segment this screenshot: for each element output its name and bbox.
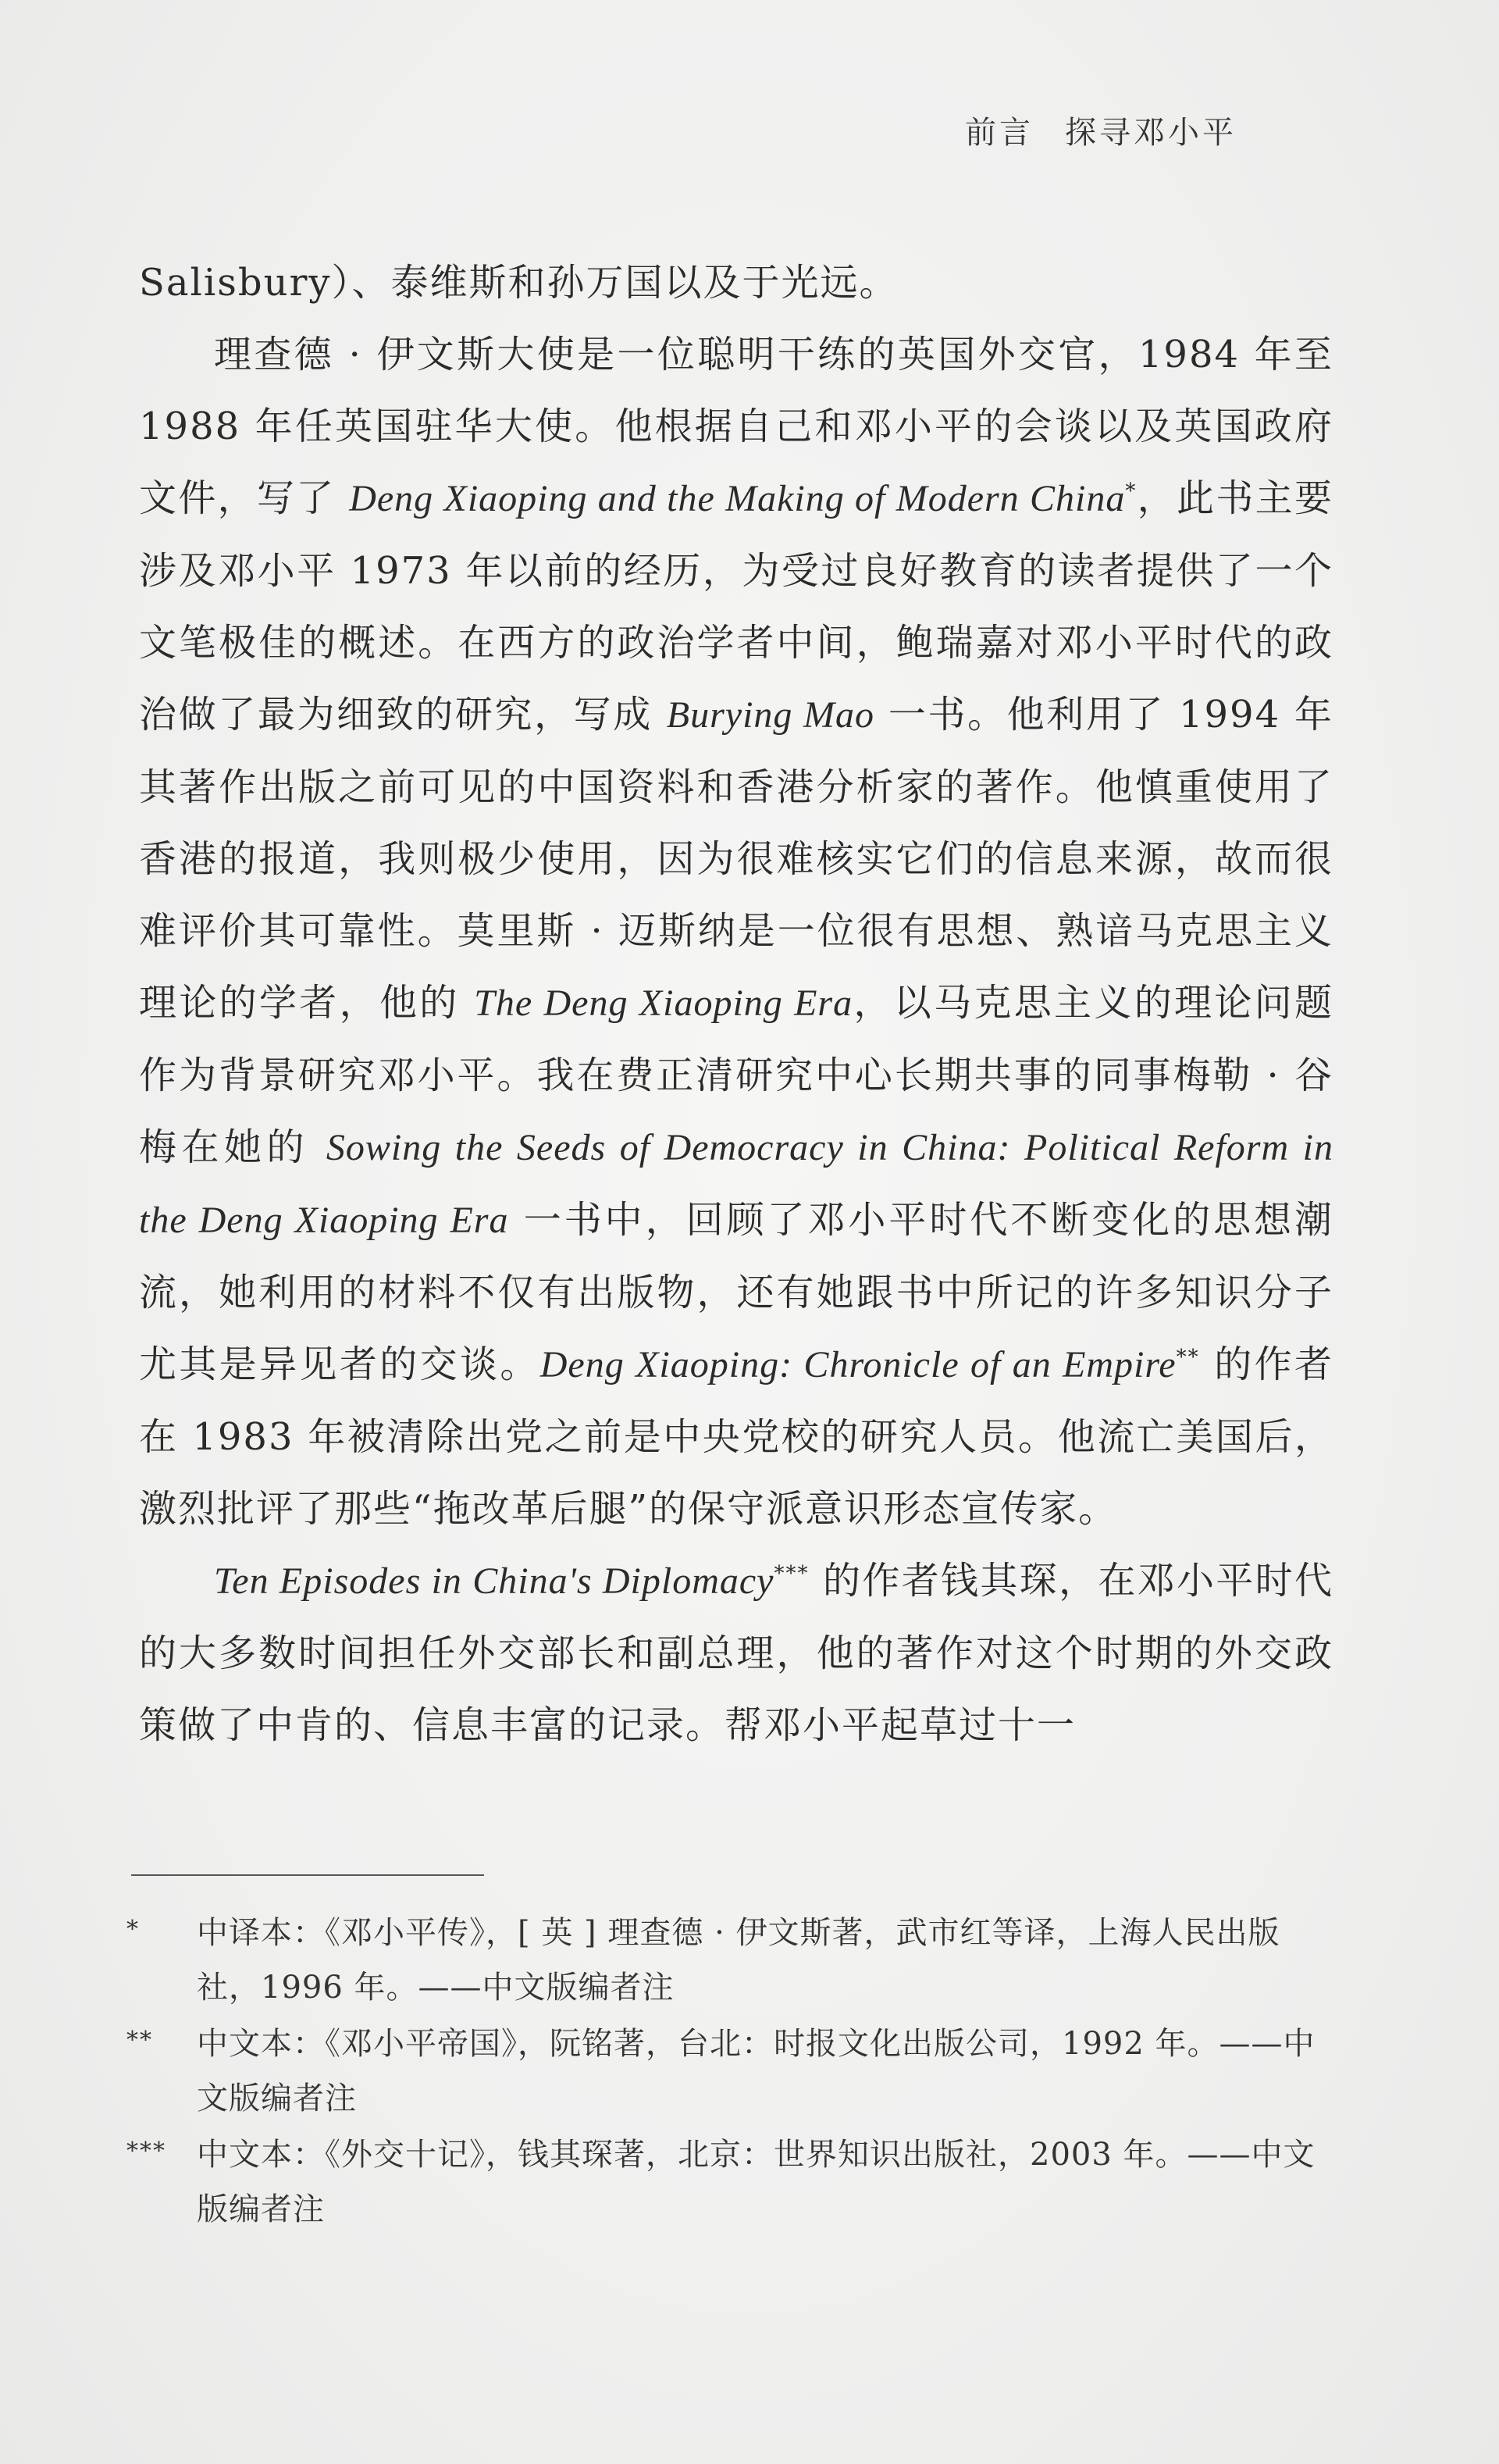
footnote-mark-2: ** <box>1176 1346 1200 1369</box>
running-head-title: 探寻邓小平 <box>1065 115 1237 151</box>
p2-text-2: ，此书主要涉及邓小平 1973 年以前的经历，为受过良好教育的读者提供了一个文笔极佳的概述。在西方的政治学者中间，鲍瑞嘉对邓小平时代的政治做了最为细致的研究，写成 <box>139 476 1333 736</box>
footnote-3-mark: *** <box>126 2138 166 2165</box>
footnote-1-mark: * <box>126 1916 140 1943</box>
footnote-2-text: 中文本：《邓小平帝国》，阮铭著，台北：时报文化出版公司，1992 年。——中文版编者注 <box>197 2026 1316 2116</box>
footnote-mark-3: *** <box>774 1562 810 1585</box>
p2-text-5: 一书中，回顾了邓小平时代不断变化的思想潮流，她利用的材料不仅有出版物，还有她跟书中所记的许多知识分子尤其是异见者的交谈。 <box>139 1198 1333 1386</box>
footnote-1-text: 中译本：《邓小平传》，[ 英 ] 理查德 · 伊文斯著，武市红等译，上海人民出版社，1996 年。——中文版编者注 <box>197 1915 1280 2006</box>
running-head-section: 前言 <box>965 115 1034 151</box>
footnote-1 <box>125 1906 1335 2015</box>
footnote-2 <box>125 2016 1335 2126</box>
book-title-deng-modern-china: Deng Xiaoping and the Making of Modern China <box>349 478 1126 519</box>
book-title-deng-era: The Deng Xiaoping Era <box>474 982 853 1024</box>
footnotes <box>125 1906 1335 2238</box>
p2-text-3: 一书。他利用了 1994 年其著作出版之前可见的中国资料和香港分析家的著作。他慎重使用了香港的报道，我则极少使用，因为很难核实它们的信息来源，故而很难评价其可靠性。莫里斯 · 迈斯纳是一位很有思想、熟谙马克思主义理论的学者，他的 <box>139 693 1333 1025</box>
paragraph-2 <box>139 319 1333 1545</box>
book-title-ten-episodes: Ten Episodes in China's Diplomacy <box>214 1560 774 1602</box>
p3-text-1: 的作者钱其琛，在邓小平时代的大多数时间担任外交部长和副总理，他的著作对这个时期的外交政策做了中肯的、信息丰富的记录。帮邓小平起草过十一 <box>139 1559 1333 1747</box>
paragraph-1 <box>139 247 1333 319</box>
book-title-sowing-seeds: Sowing the Seeds of Democracy in China: Political Reform in the Deng Xiaoping Era <box>139 1127 1333 1241</box>
p2-text-4: ，以马克思主义的理论问题作为背景研究邓小平。我在费正清研究中心长期共事的同事梅勒 · 谷梅在她的 <box>139 981 1333 1169</box>
book-title-chronicle-empire: Deng Xiaoping: Chronicle of an Empire <box>539 1344 1177 1385</box>
footnote-3-text: 中文本：《外交十记》，钱其琛著，北京：世界知识出版社，2003 年。——中文版编者注 <box>197 2137 1316 2227</box>
running-head <box>965 108 1237 152</box>
footnote-divider <box>131 1874 484 1876</box>
paragraph-1-text: Salisbury）、泰维斯和孙万国以及于光远。 <box>139 261 899 305</box>
footnote-3 <box>125 2127 1335 2237</box>
footnote-mark-1: * <box>1125 480 1138 503</box>
body-text <box>139 247 1333 1761</box>
book-title-burying-mao: Burying Mao <box>666 694 874 736</box>
p2-text-1: 理查德 · 伊文斯大使是一位聪明干练的英国外交官，1984 年至 1988 年任英国驻华大使。他根据自己和邓小平的会谈以及英国政府文件，写了 <box>139 333 1333 520</box>
footnote-2-mark: ** <box>126 2027 153 2054</box>
p2-text-6: 的作者在 1983 年被清除出党之前是中央党校的研究人员。他流亡美国后，激烈批评了那些“拖改革后腿”的保守派意识形态宣传家。 <box>139 1343 1333 1531</box>
paragraph-3 <box>139 1545 1333 1761</box>
